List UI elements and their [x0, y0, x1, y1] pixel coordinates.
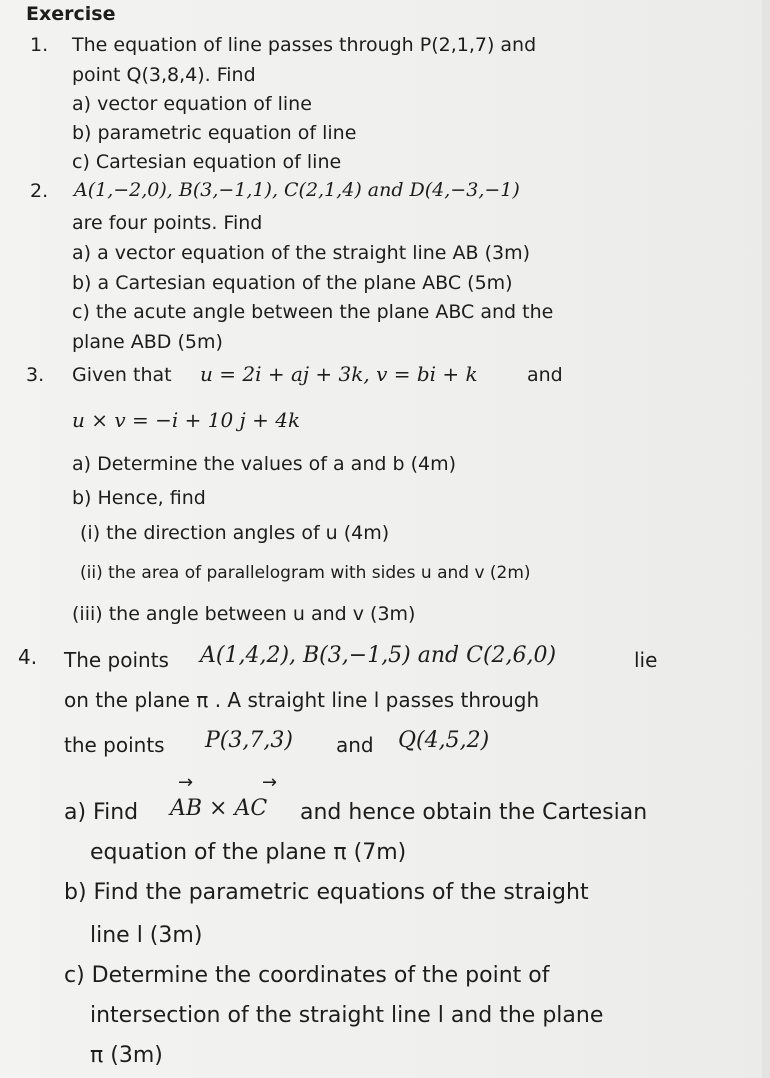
q4-and-text: and: [336, 733, 374, 757]
q3-part-b: b) Hence, find: [72, 487, 206, 509]
q4-point-q: Q(4,5,2): [398, 728, 490, 753]
q3-cross-product-equation: u × v = −i + 10 j + 4k: [72, 408, 301, 432]
q3-part-b-iii: (iii) the angle between u and v (3m): [72, 603, 416, 625]
q3-number: 3.: [26, 364, 45, 386]
q4-part-c-line1: c) Determine the coordinates of the point of: [64, 963, 550, 988]
q4-line1-end: lie: [634, 648, 658, 672]
q4-line1-text: The points: [64, 648, 169, 672]
q2-part-a: a) a vector equation of the straight line AB (3m): [72, 242, 531, 264]
q3-part-b-i: (i) the direction angles of u (4m): [80, 522, 390, 544]
exercise-heading: Exercise: [26, 3, 116, 25]
q4-part-a-line2: equation of the plane π (7m): [90, 840, 407, 865]
q3-part-b-ii: (ii) the area of parallelogram with sides u and v (2m): [80, 563, 531, 583]
q2-part-b: b) a Cartesian equation of the plane ABC (5m): [72, 272, 513, 294]
vector-arrow-icon: →: [262, 772, 278, 793]
q2-number: 2.: [30, 180, 49, 202]
q4-number: 4.: [18, 645, 38, 669]
q2-points-equation: A(1,−2,0), B(3,−1,1), C(2,1,4) and D(4,−3,−1): [74, 179, 520, 201]
q4-part-b-line2: line l (3m): [90, 923, 203, 948]
q1-part-c: c) Cartesian equation of line: [72, 151, 342, 173]
vector-arrow-icon: →: [178, 772, 194, 793]
q2-part-c-line2: plane ABD (5m): [72, 331, 223, 353]
q4-part-a-text: a) Find: [64, 800, 139, 825]
q4-line3-text: the points: [64, 733, 165, 757]
q1-part-b: b) parametric equation of line: [72, 122, 357, 144]
q2-text-line2: are four points. Find: [72, 212, 263, 234]
q4-point-p: P(3,7,3): [205, 728, 293, 753]
q1-text-line1: The equation of line passes through P(2,1,7) and: [72, 34, 537, 56]
q3-and-text: and: [527, 364, 563, 386]
q1-text-line2: point Q(3,8,4). Find: [72, 64, 256, 86]
q3-part-a: a) Determine the values of a and b (4m): [72, 453, 456, 475]
q4-cross-product: AB × AC: [170, 796, 268, 821]
q4-part-c-line3: π (3m): [90, 1043, 163, 1068]
q4-part-b-line1: b) Find the parametric equations of the straight: [64, 880, 589, 905]
paper-edge: [762, 0, 770, 1078]
q3-vector-equation: u = 2i + aj + 3k, v = bi + k: [200, 362, 478, 386]
q1-number: 1.: [30, 34, 49, 56]
q2-part-c-line1: c) the acute angle between the plane ABC and the: [72, 301, 554, 323]
q4-part-a-text-end: and hence obtain the Cartesian: [300, 800, 648, 825]
q3-given-text: Given that: [72, 364, 172, 386]
q4-part-c-line2: intersection of the straight line l and the plane: [90, 1003, 604, 1028]
q4-points-equation: A(1,4,2), B(3,−1,5) and C(2,6,0): [200, 643, 557, 668]
q1-part-a: a) vector equation of line: [72, 93, 312, 115]
q4-line2: on the plane π . A straight line l passes through: [64, 688, 540, 712]
